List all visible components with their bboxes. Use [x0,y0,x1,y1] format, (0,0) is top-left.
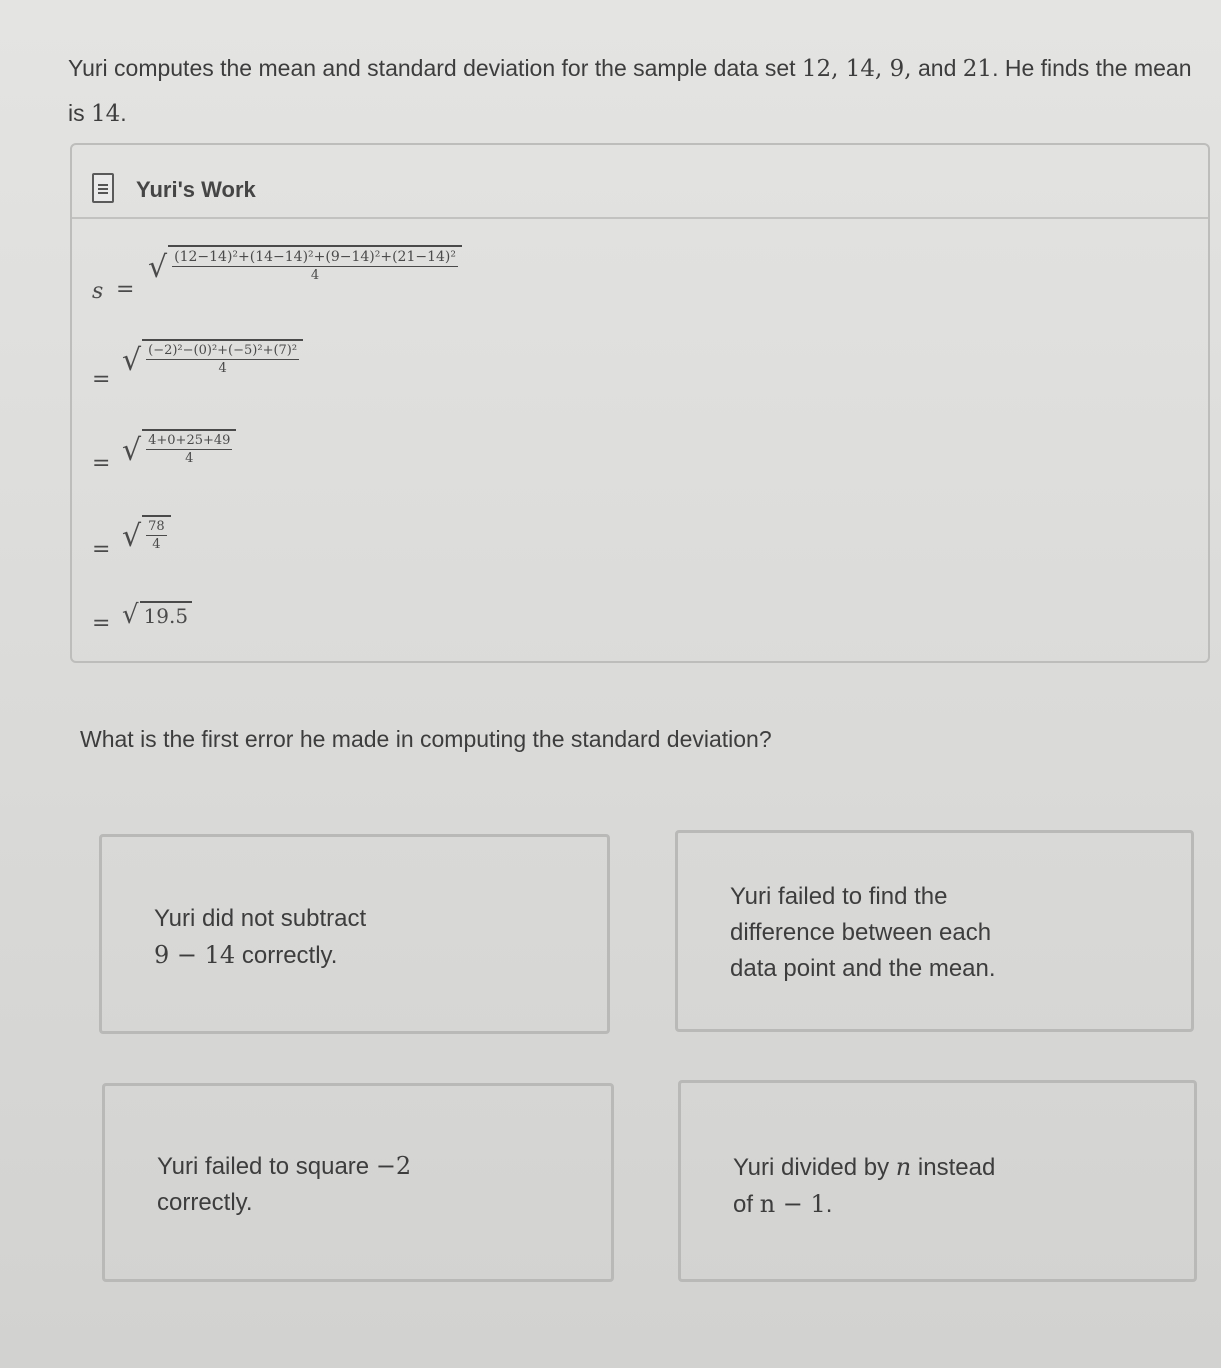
radical-line-5 [122,601,192,628]
intro-data-values: 12, 14, 9, [801,56,912,82]
choice-d-line1: Yuri divided by [733,1154,896,1181]
work-panel-title: Yuri's Work [136,177,256,202]
equals-sign-2: = [92,367,111,392]
radical-line-2 [122,339,303,376]
choice-d-text [733,1149,1183,1223]
answer-choice-c[interactable] [102,1083,614,1282]
intro-last-value: 21 [962,56,993,82]
sqrt-symbol: √ [122,519,142,554]
equals-sign-1: = [116,277,135,302]
radical-line-4 [122,515,171,552]
choice-a-text [154,901,594,974]
equals-sign-4: = [92,537,111,562]
problem-statement [68,46,1198,136]
fraction-line-2 [146,343,299,376]
choice-c-text [157,1148,597,1221]
fraction-line-4 [146,519,167,552]
numerator-line-4: 78 [148,519,165,534]
intro-text-2: and [911,55,963,81]
sqrt-symbol: √ [148,250,168,285]
equals-sign-5: = [92,611,111,636]
intro-text-4: . [120,100,127,126]
fraction-line-1 [172,249,458,283]
choice-b-text [730,879,1180,987]
sqrt-symbol: √ [122,343,142,378]
fraction-line-3 [146,433,232,466]
equals-sign-3: = [92,451,111,476]
answer-choice-a[interactable] [99,834,610,1034]
choice-d-line2-rest: . [825,1191,833,1218]
std-dev-symbol: s [92,279,104,304]
work-panel-header [72,145,1208,219]
numerator-line-3: 4+0+25+49 [148,433,231,448]
choice-c-line2: correctly. [157,1189,253,1216]
choice-b-line1: Yuri failed to find the [730,883,948,910]
question-text: What is the first error he made in computing the standard deviation? [80,726,772,752]
intro-text-3: . He finds the mean is [68,55,1192,126]
intro-text-1: Yuri computes the mean and standard deviation for the sample data set [68,55,802,81]
choice-a-line1: Yuri did not subtract [154,905,367,932]
denominator-line-3: 4 [185,451,194,466]
sqrt-symbol: √ [122,433,142,468]
choice-d-line2: of [733,1191,760,1218]
denominator-line-4: 4 [152,537,161,552]
denominator-line-2: 4 [218,361,227,376]
answer-choice-d[interactable] [678,1080,1197,1282]
choice-a-line2: correctly. [235,942,338,969]
radical-line-3 [122,429,236,466]
choice-c-expression: −2 [375,1152,412,1180]
choice-d-line1-rest: instead [911,1154,996,1181]
radical-line-1 [148,245,462,283]
yuris-work-panel [70,143,1210,663]
numerator-line-2: (−2)²−(0)²+(−5)²+(7)² [148,343,298,358]
choice-b-line3: data point and the mean. [730,955,996,982]
result-value: 19.5 [143,604,189,628]
answer-choice-b[interactable] [675,830,1194,1032]
choice-d-variable: n [895,1153,912,1181]
choice-b-line2: difference between each [730,919,992,946]
sqrt-symbol: √ [122,600,139,630]
choice-a-expression: 9 − 14 [154,941,236,969]
intro-mean: 14 [91,101,121,127]
cut-off-heading [0,0,1221,10]
choice-d-expression: n − 1 [759,1190,826,1218]
denominator-line-1: 4 [310,268,320,283]
choice-c-line1: Yuri failed to square [157,1153,376,1180]
numerator-line-1: (12−14)²+(14−14)²+(9−14)²+(21−14)² [174,249,456,265]
document-icon [92,173,114,203]
